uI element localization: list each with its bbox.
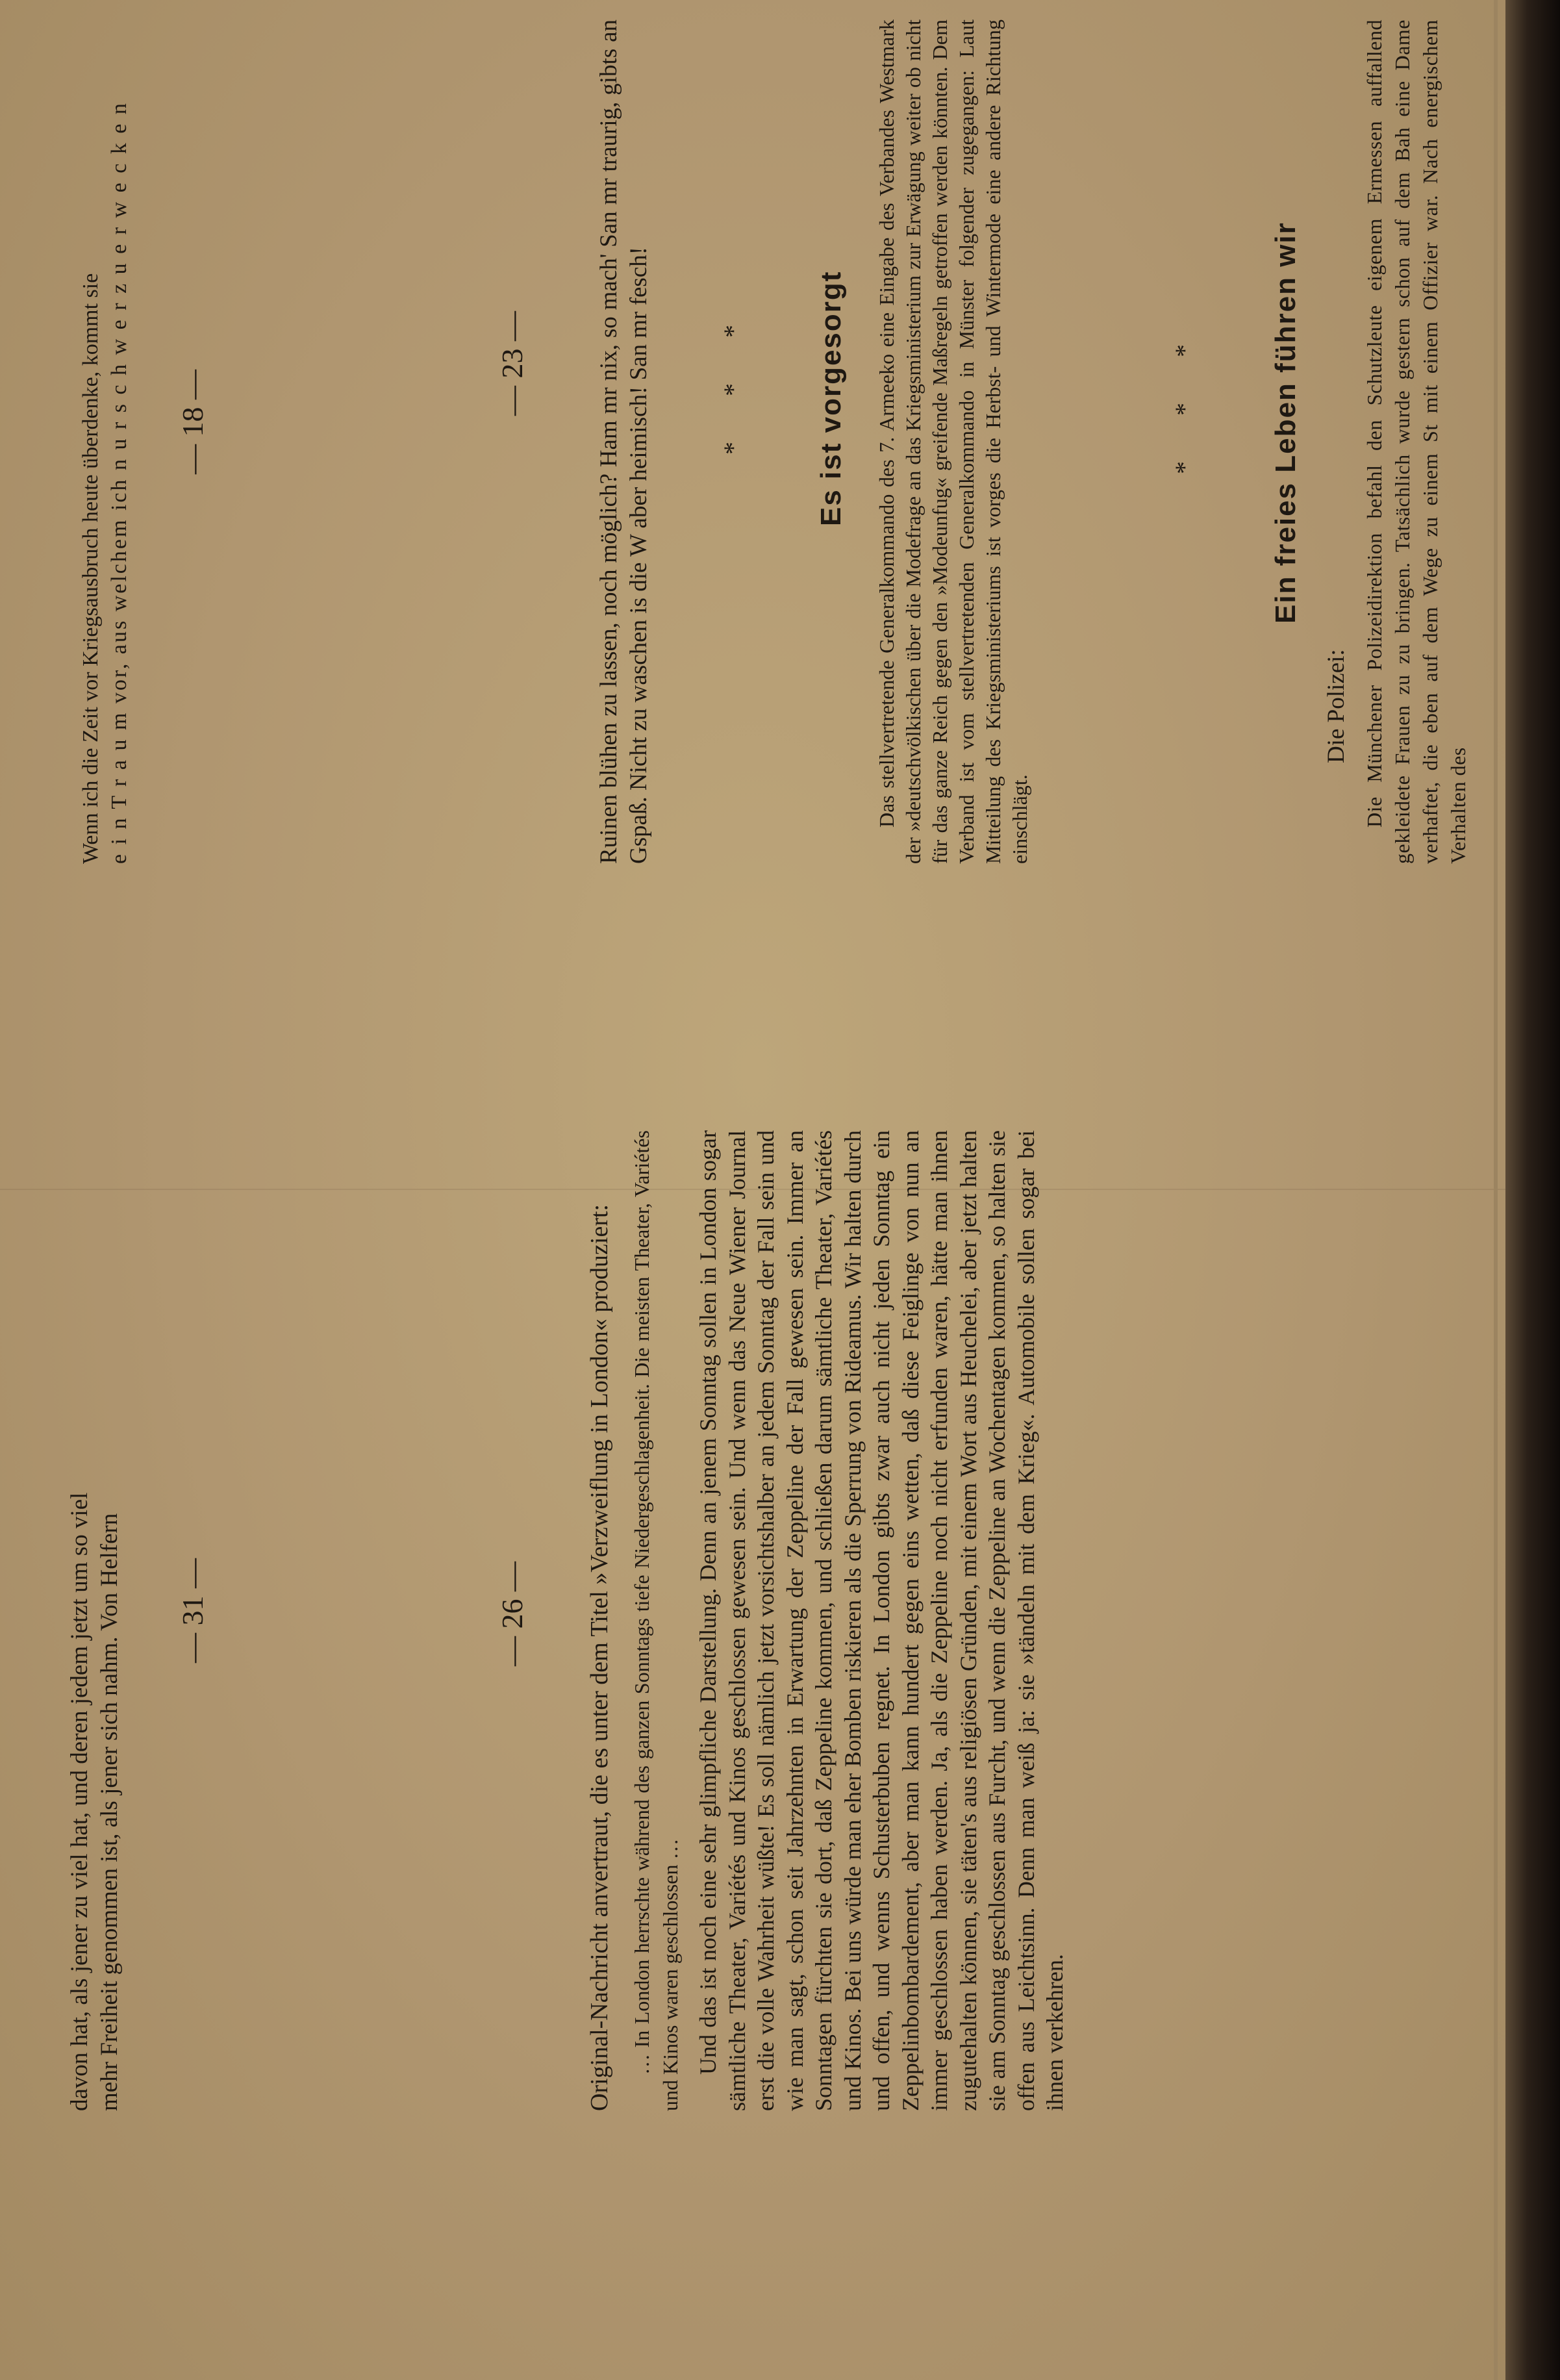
page-number-23: — 23 — — [496, 311, 529, 416]
page-31-line-2: mehr Freiheit genommen ist, als jener sich nahm. Von Helfern — [96, 1513, 123, 2111]
book-spine-shadow — [1505, 0, 1560, 2380]
page-number-18: — 18 — — [176, 370, 209, 474]
page-number-26: — 26 — — [496, 1562, 529, 1666]
page-23-lead: Die Polizei: — [1323, 649, 1350, 763]
page-23-separator-2: * * * — [1170, 344, 1199, 474]
page-stack-edge — [1494, 0, 1498, 2380]
page-26-text — [585, 1130, 1507, 2111]
page-26-paragraph-1: Original-Nachricht anvertraut, die es unter dem Titel »Verzweiflung in London« produziert: — [586, 1204, 613, 2111]
page-18-line-1: Wenn ich die Zeit vor Kriegsausbruch heute überdenke, kommt sie — [79, 273, 103, 864]
page-23-heading-2: Ein freies Leben führen wir — [1270, 222, 1302, 624]
page-31-line-1: davon hat, als jener zu viel hat, und deren jedem jetzt um so viel — [66, 1492, 93, 2111]
page-23-separator-1: * * * — [718, 325, 748, 455]
page-number-31: — 31 — — [176, 1558, 209, 1663]
page-23-paragraph-2: Das stellvertretende Generalkommando des 7. Armeeko eine Eingabe des Verbandes Westmark der »deutschvölkischen über die Modefrage an das Kriegsministerium zur Erwägung weiter ob nicht für das ganze Reich gegen den »Modeunfug« greifende Maßregeln getroffen werden könnten. Dem Verband ist vom stellvertretenden Generalkommando in Münster folgender zugegangen: Laut Mitteilung des Kriegsministeriums ist vorges die Herbst- und Wintermode eine andere Richtung einschlägt. — [875, 19, 1031, 864]
page-26-paragraph-2: Und das ist noch eine sehr glimpfliche Darstellung. Denn an jenem Sonntag sollen in London sogar sämtliche Theater, Variétés und Kinos geschlossen gewesen sein. Und wenn das Neue Wiener Journal erst die volle Wahrheit wüßte! Es soll nämlich jetzt vorsichtshalber an jedem Sonntag der Fall sein und wie man sagt, schon seit Jahrzehnten in Erwartung der Zeppeline der Fall gewesen sein. Immer an Sonntagen fürchten sie dort, daß Zeppeline kommen, und schließen darum sämtliche Theater, Variétés und Kinos. Bei uns würde man eher Bomben riskieren als die Sperrung von Rideamus. Wir halten durch und offen, und wenns Schusterbuben regnet. In London gibts zwar auch nicht jeden Sonntag ein Zeppelinbombardement, aber man kann hundert gegen eins wetten, daß diese Feiglinge von nun an immer geschlossen haben werden. Ja, als die Zeppeline noch nicht erfunden waren, hätte man ihnen zugutehalten können, sie täten's aus religiösen Gründen, mit einem Wort aus Heuchelei, aber jetzt halten sie am Sonntag geschlossen aus Furcht, und wenn die Zeppeline an Wochentagen kommen, so halten sie offen aus Leichtsinn. Denn man weiß ja: sie »tändeln mit dem Krieg«. Automobile sollen sogar bei ihnen verkehren. — [695, 1130, 1068, 2111]
page-26-quote: … In London herrschte während des ganzen Sonntags tiefe Niedergeschlagenheit. Die meisten Theater, Variétés und Kinos waren geschlossen … — [630, 1130, 682, 2111]
page-18-line-2: e i n T r a u m vor, aus welchem ich n u r s c h w e r z u e r w e c k e n — [107, 101, 131, 864]
page-23-heading-1: Es ist vorgesorgt — [815, 270, 847, 526]
page-23-paragraph-3: Die Münchener Polizeidirektion befahl den Schutzleute eigenem Ermessen auffallend gekleidete Frauen zu zu bringen. Tatsächlich wurde gestern schon auf dem Bah eine Dame verhaftet, die eben auf dem Wege zu einem St mit einem Offizier war. Nach energischem Verhalten des — [1363, 19, 1470, 864]
page-31-text — [65, 1130, 136, 2111]
page-18-text — [77, 19, 148, 864]
page-23-paragraph-1: Ruinen blühen zu lassen, noch möglich? Ham mr nix, so mach' San mr traurig, gibts an Gspaß. Nicht zu waschen is die W aber heimisch! San mr fesch! — [596, 19, 652, 864]
